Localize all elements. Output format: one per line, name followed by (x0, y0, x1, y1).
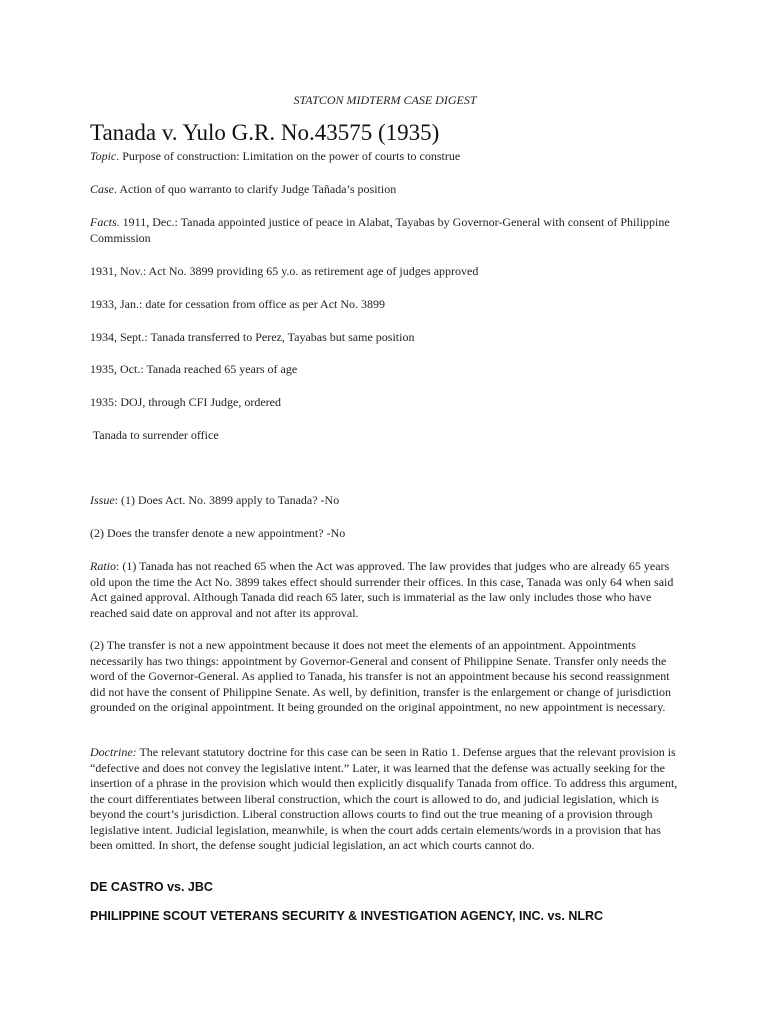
timeline-item: 1935: DOJ, through CFI Judge, ordered (90, 395, 281, 409)
doctrine-label: Doctrine: (90, 745, 137, 759)
timeline-item: 1934, Sept.: Tanada transferred to Perez, Tayabas but same position (90, 330, 415, 344)
next-case-heading: DE CASTRO vs. JBC (90, 880, 213, 894)
topic-text: . Purpose of construction: Limitation on the power of courts to construe (116, 149, 461, 163)
timeline-item: 1935, Oct.: Tanada reached 65 years of age (90, 362, 298, 376)
case-title: Tanada v. Yulo G.R. No.43575 (1935) (90, 120, 440, 145)
doctrine-paragraph (90, 745, 680, 854)
topic-label: Topic (90, 149, 117, 163)
timeline-item: 1931, Nov.: Act No. 3899 providing 65 y.o. as retirement age of judges approved (90, 264, 479, 278)
ratio-2-paragraph: (2) The transfer is not a new appointment because it does not meet the elements of an appointment. Appointments necessarily has two things: appointment by Governor-General and consent of Philippine Senate. Transfer only needs the word of the Governor-General. As applied to Tanada, his transfer is not an appointment because his second reassignment did not have the consent of Philippine Senate. As well, by definition, transfer is the enlargement or change of jurisdiction grounded on the original appointment. It being grounded on the original appointment, no new appointment is necessary. (90, 638, 671, 714)
facts-text: . 1911, Dec.: Tanada appointed justice of peace in Alabat, Tayabas by Governor-General with consent of Philippine Commission (90, 215, 670, 245)
ratio-label: Ratio (90, 559, 116, 573)
timeline-item: Tanada to surrender office (90, 428, 219, 442)
case-label: Case (90, 182, 114, 196)
facts-paragraph (90, 215, 680, 246)
issue-label: Issue (90, 493, 115, 507)
case-paragraph (90, 182, 680, 198)
timeline-item: 1933, Jan.: date for cessation from office as per Act No. 3899 (90, 297, 386, 311)
topic-paragraph (90, 149, 680, 165)
case-text: . Action of quo warranto to clarify Judge Tañada’s position (114, 182, 397, 196)
issue-text: : (1) Does Act. No. 3899 apply to Tanada? -No (114, 493, 340, 507)
issue-2-paragraph: (2) Does the transfer denote a new appointment? -No (90, 526, 346, 540)
next-case-heading: PHILIPPINE SCOUT VETERANS SECURITY & INVESTIGATION AGENCY, INC. vs. NLRC (90, 909, 604, 923)
document-header: STATCON MIDTERM CASE DIGEST (293, 93, 477, 107)
ratio-text: : (1) Tanada has not reached 65 when the Act was approved. The law provides that judges who are already 65 years old upon the time the Act No. 3899 takes effect should surrender their offices. In this case, Tanada was only 64 when said Act gained approval. Although Tanada did reach 65 later, such is immaterial as the law only includes those who have reached said date on approval and not after its approval. (90, 559, 674, 620)
ratio-paragraph (90, 559, 680, 621)
issue-paragraph (90, 493, 680, 509)
doctrine-text: The relevant statutory doctrine for this case can be seen in Ratio 1. Defense argues that the relevant provision is “defective and does not convey the legislative intent.” Later, it was learned that the defense was actually seeking for the insertion of a phrase in the provision which would then explicitly disqualify Tanada from office. To address this argument, the court differentiates between liberal construction, which the court is allowed to do, and judicial legislation, which is beyond the court’s jurisdiction. Liberal construction allows courts to find out the true meaning of a provision through legislative intent. Judicial legislation, meanwhile, is when the court adds certain elements/words in a provision that has been omitted. In short, the defense sought judicial legislation, an act which courts cannot do. (90, 745, 678, 852)
facts-label: Facts (90, 215, 117, 229)
